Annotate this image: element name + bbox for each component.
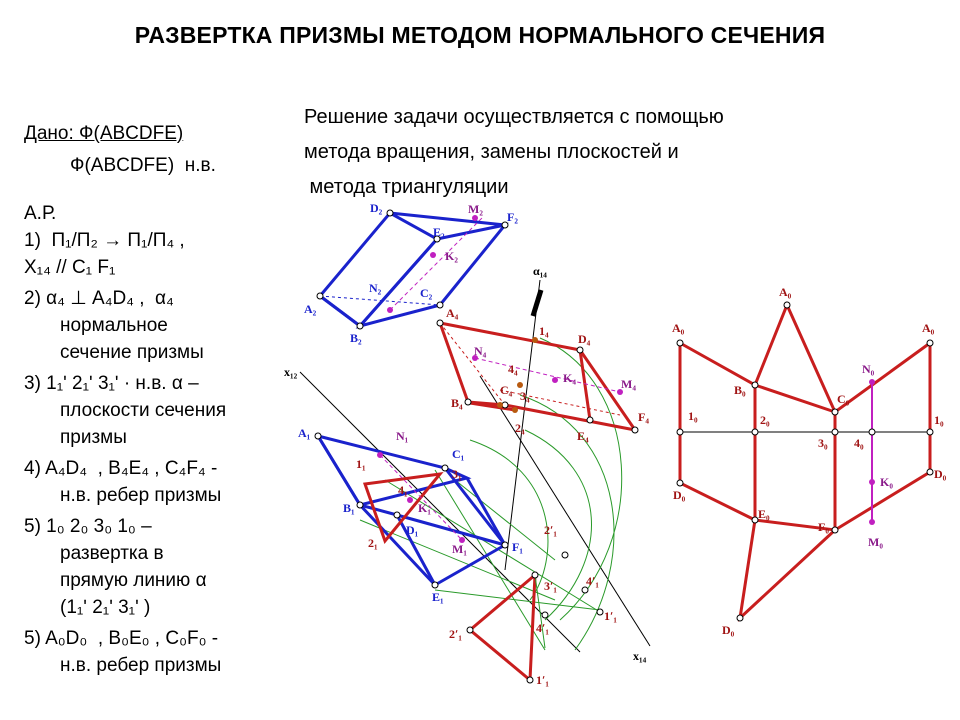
label-A4: A₄ <box>446 306 459 320</box>
label-B1: B₁ <box>343 501 355 515</box>
label-A0-top: A₀ <box>779 285 792 299</box>
label-N1: N₁ <box>396 429 409 443</box>
label-41: 4₁ <box>398 483 408 497</box>
label-alpha: α₁₄ <box>533 264 547 278</box>
label-x14: x₁₄ <box>633 649 647 663</box>
point <box>832 527 838 533</box>
label-B4: B₄ <box>451 396 463 410</box>
step-line: призмы <box>60 427 127 448</box>
projection-line <box>435 590 600 610</box>
label-D0: D₀ <box>673 488 686 502</box>
point <box>317 293 323 299</box>
point <box>497 402 503 408</box>
axis-x12 <box>300 372 580 652</box>
point <box>632 427 638 433</box>
label-10-right: 1₀ <box>934 413 944 427</box>
point <box>737 615 743 621</box>
point <box>357 323 363 329</box>
step-line: 3) 1₁ʹ 2₁ʹ 3₁ʹ · н.в. α – <box>24 373 199 394</box>
label-K2: K₂ <box>445 249 458 263</box>
label-20: 2₀ <box>760 413 770 427</box>
step-line: 2) α₄ ⊥ A₄D₄ , α₄ <box>24 288 174 309</box>
prism-development <box>680 305 930 618</box>
step-line: А.Р. <box>24 203 57 224</box>
label-C2: C₂ <box>420 286 433 300</box>
hidden-edge <box>440 323 505 405</box>
label-14: 1₄ <box>539 324 549 338</box>
point <box>869 519 875 525</box>
label-C1: C₁ <box>452 447 465 461</box>
label-A0-right: A₀ <box>922 321 935 335</box>
label-2s-true: 2ʹ₁ <box>449 627 462 641</box>
step-line: плоскости сечения <box>60 400 227 421</box>
label-1s: 1ʹ₁ <box>604 609 617 623</box>
point <box>442 465 448 471</box>
label-11: 1₁ <box>356 457 366 471</box>
point <box>432 582 438 588</box>
label-A2: A₂ <box>304 302 317 316</box>
step-line: 5) 1₀ 2₀ 3₀ 1₀ – <box>24 516 152 537</box>
point <box>752 382 758 388</box>
label-D2: D₂ <box>370 201 383 215</box>
intro-line: метода вращения, замены плоскостей и <box>304 141 679 163</box>
label-M1: M₁ <box>452 542 467 556</box>
label-E1: E₁ <box>432 590 444 604</box>
label-D0-bottom: D₀ <box>722 623 735 637</box>
point <box>502 542 508 548</box>
label-M4: M₄ <box>621 377 636 391</box>
given-line: Дано: Ф(ABCDFE) <box>24 123 184 144</box>
point <box>430 252 436 258</box>
label-N0: N₀ <box>862 362 875 376</box>
label-B0: B₀ <box>734 383 746 397</box>
label-K4: K₄ <box>563 371 576 385</box>
label-D1: D₁ <box>406 523 419 537</box>
point <box>517 382 523 388</box>
point <box>752 429 758 435</box>
point <box>597 609 603 615</box>
step-line: нормальное <box>60 315 168 336</box>
point <box>387 307 393 313</box>
development-bottom <box>740 520 835 618</box>
point <box>677 340 683 346</box>
label-x12: x₁₂ <box>284 365 298 379</box>
step-line: 1) П₁/П₂ → П₁/П₄ , <box>24 230 185 251</box>
point <box>512 407 518 413</box>
step-line: X₁₄ // C₁ F₁ <box>24 257 116 278</box>
label-30: 3₀ <box>818 436 828 450</box>
label-10: 1₀ <box>688 409 698 423</box>
point <box>927 469 933 475</box>
label-2s: 2ʹ₁ <box>544 523 557 537</box>
edge <box>320 296 360 326</box>
point <box>587 417 593 423</box>
label-24: 2₄ <box>515 421 525 435</box>
point <box>437 302 443 308</box>
development-top <box>755 305 835 412</box>
point <box>927 429 933 435</box>
intro-line: Решение задачи осуществляется с помощью <box>304 106 724 128</box>
point <box>927 340 933 346</box>
point <box>377 452 383 458</box>
label-F4: F₄ <box>638 410 649 424</box>
step-line: (1₁ʹ 2₁ʹ 3₁ʹ ) <box>60 597 151 618</box>
label-K0: K₀ <box>880 475 893 489</box>
label-F0: F₀ <box>818 520 829 534</box>
step-line: 4) A₄D₄ , B₄E₄ , C₄F₄ - <box>24 458 218 479</box>
label-D4: D₄ <box>578 332 591 346</box>
label-N2: N₂ <box>369 281 382 295</box>
construction-points <box>315 210 933 683</box>
point <box>527 677 533 683</box>
point <box>869 479 875 485</box>
edge <box>435 545 505 585</box>
point <box>532 572 538 578</box>
label-21: 2₁ <box>368 536 378 550</box>
label-A1: A₁ <box>298 426 311 440</box>
prism-projection-2 <box>320 213 505 326</box>
point <box>315 433 321 439</box>
section-true-size <box>470 575 535 680</box>
label-K1: K₁ <box>418 501 431 515</box>
label-N4: N₄ <box>474 344 487 358</box>
point <box>832 409 838 415</box>
label-44: 4₄ <box>508 362 518 376</box>
point <box>467 627 473 633</box>
label-C0: C₀ <box>837 392 850 406</box>
step-line: 5) A₀D₀ , B₀E₀ , C₀F₀ - <box>24 628 219 649</box>
point <box>387 210 393 216</box>
step-line: развертка в <box>60 543 164 564</box>
page-title: РАЗВЕРТКА ПРИЗМЫ МЕТОДОМ НОРМАЛЬНОГО СЕЧЕНИЯ <box>134 22 826 48</box>
label-3s: 3ʹ₁ <box>544 579 557 593</box>
label-34: 3₄ <box>520 389 530 403</box>
label-M0: M₀ <box>868 535 883 549</box>
point <box>437 320 443 326</box>
hidden-edge <box>500 390 620 415</box>
intro-line: метода триангуляции <box>304 176 509 198</box>
development-outline <box>680 343 930 530</box>
face <box>360 225 505 326</box>
step-line: прямую линию α <box>60 570 207 591</box>
label-A0: A₀ <box>672 321 685 335</box>
point <box>542 612 548 618</box>
label-E4: E₄ <box>577 429 589 443</box>
point <box>465 399 471 405</box>
point <box>869 379 875 385</box>
label-E0: E₀ <box>758 507 770 521</box>
label-31: 3₁ <box>452 467 462 481</box>
point <box>357 502 363 508</box>
label-F2: F₂ <box>507 210 518 224</box>
label-B2: B₂ <box>350 331 362 345</box>
point <box>407 497 413 503</box>
alpha-trace-mark <box>533 290 541 316</box>
point <box>577 347 583 353</box>
point <box>552 377 558 383</box>
projection-line <box>435 470 545 650</box>
point <box>677 429 683 435</box>
label-M2: M₂ <box>468 202 483 216</box>
point <box>532 337 538 343</box>
step-line: н.в. ребер призмы <box>60 655 222 676</box>
point <box>832 429 838 435</box>
point <box>394 512 400 518</box>
given-line: Ф(ABCDFE) н.в. <box>70 155 216 176</box>
label-4s: 4ʹ₁ <box>586 574 599 588</box>
step-line: н.в. ребер призмы <box>60 485 222 506</box>
label-1s-true: 1ʹ₁ <box>536 673 549 687</box>
point <box>869 429 875 435</box>
point <box>562 552 568 558</box>
label-C4: C₄ <box>500 383 513 397</box>
label-F1: F₁ <box>512 540 523 554</box>
point <box>784 302 790 308</box>
point <box>677 480 683 486</box>
label-D0-right: D₀ <box>934 467 947 481</box>
step-line: сечение призмы <box>60 342 204 363</box>
label-E2: E₂ <box>433 225 445 239</box>
label-40: 4₀ <box>854 436 864 450</box>
label-4s-true: 4ʹ₁ <box>536 621 549 635</box>
